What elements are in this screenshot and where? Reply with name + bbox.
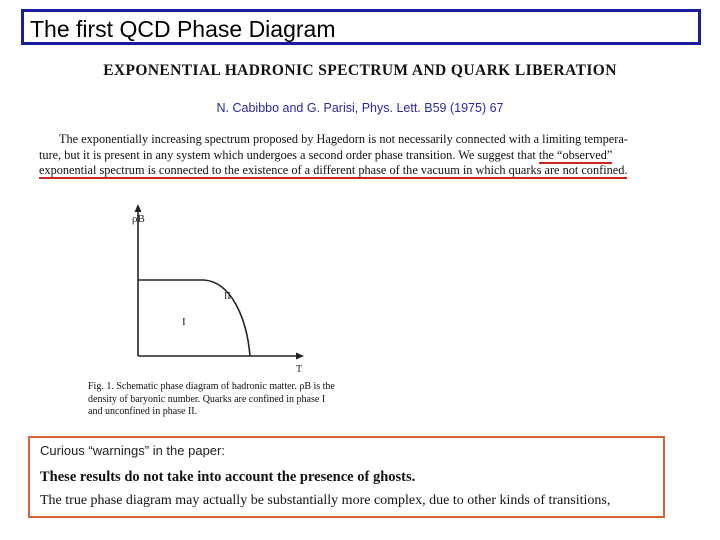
- warnings-label: Curious “warnings” in the paper:: [40, 443, 225, 458]
- caption-line-2: density of baryonic number. Quarks are confined in phase I: [88, 393, 326, 405]
- phase-diagram-figure: [112, 200, 352, 380]
- x-axis-arrow: [296, 353, 304, 360]
- abstract-line-1: The exponentially increasing spectrum proposed by Hagedorn is not necessarily connected with a limiting tempera-: [59, 132, 628, 146]
- warnings-box: [28, 436, 665, 518]
- paper-citation: N. Cabibbo and G. Parisi, Phys. Lett. B59 (1975) 67: [216, 101, 504, 115]
- warning-complexity-line: The true phase diagram may actually be substantially more complex, due to other kinds of transitions,: [40, 493, 611, 508]
- figure-caption: [88, 381, 358, 419]
- phase-two-label: II: [224, 291, 231, 302]
- warning-ghosts-line: These results do not take into account the presence of ghosts.: [40, 469, 416, 485]
- caption-line-1: Fig. 1. Schematic phase diagram of hadronic matter. ρB is the: [88, 381, 335, 392]
- highlighted-abstract-text: exponential spectrum is connected to the existence of a different phase of the vacuum in which quarks are not confined.: [39, 163, 628, 177]
- paper-title: EXPONENTIAL HADRONIC SPECTRUM AND QUARK LIBERATION: [103, 62, 617, 79]
- abstract-line-3: [39, 163, 679, 179]
- paper-abstract: [39, 132, 679, 179]
- slide-title: The first QCD Phase Diagram: [21, 9, 701, 45]
- abstract-line-2: ture, but it is present in any system which undergoes a second order phase transition. We suggest that the “observed”: [39, 147, 613, 162]
- phase-boundary-curve: [138, 280, 250, 356]
- x-axis-label: T: [296, 364, 303, 375]
- y-axis-label: ρB: [132, 213, 145, 225]
- caption-line-3: and unconfined in phase II.: [88, 406, 198, 417]
- phase-one-label: I: [182, 316, 186, 328]
- highlighted-abstract-text: the “observed”: [538, 147, 613, 162]
- y-axis-arrow: [135, 204, 142, 212]
